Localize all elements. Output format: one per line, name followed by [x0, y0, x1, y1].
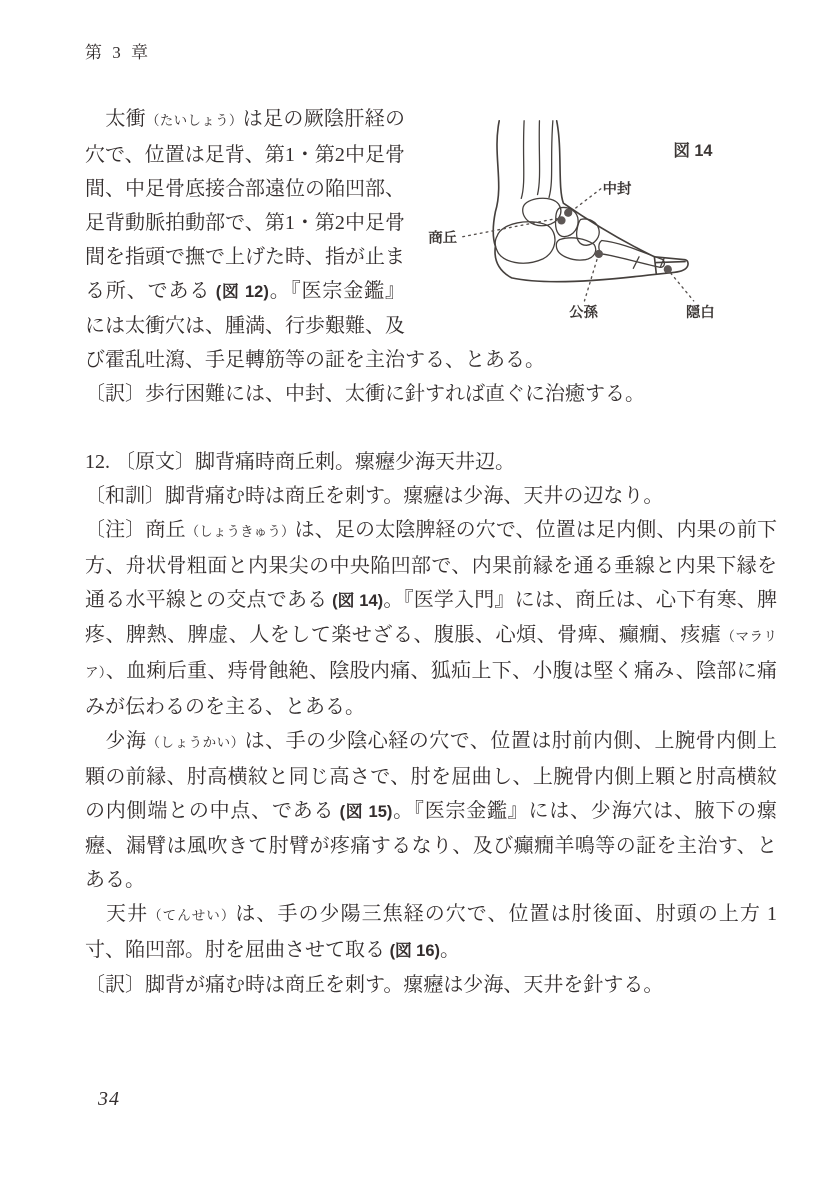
body-text-flow — [85, 102, 777, 1002]
text-run: （てんせい） — [148, 908, 236, 923]
leader-chubu — [572, 189, 601, 211]
point-inpaku-dot — [664, 265, 672, 273]
text-run: は、手の少陽三焦経の穴で、位置は肘後面、肘頭の上方 1 寸、陥凹部。肘を屈曲させて取る — [85, 903, 778, 961]
leader-inpaku — [671, 273, 694, 301]
text-run: は足の厥陰肝経の穴で、位置は足背、第1・第2中足骨間、中足骨底接合部遠位の陥凹部、足背動脈拍動部で、第1・第2中足骨間を指頭で撫で上げた時、指が止まる所、である — [85, 108, 406, 302]
fibula-line — [538, 121, 540, 195]
text-run: （たいしょう） — [145, 113, 243, 128]
text-run: (図 14) — [327, 592, 384, 610]
text-run: 。『医宗金鑑』には太衝穴は、腫満、行歩艱難、及び霍乱吐瀉、手足轉筋等の証を主治する、とある。 — [85, 280, 545, 371]
text-run: 。『医学入門』には、商丘は、心下有寒、脾疼、脾熱、脾虚、人をして楽せざる、腹脹、心煩、骨痺、癲癇、痎瘧 — [85, 589, 778, 646]
foot-skeleton-diagram — [413, 100, 777, 337]
text-run: 〔訳〕歩行困難には、中封、太衝に針すれば直ぐに治癒する。 — [85, 383, 645, 405]
figure-14 — [413, 100, 777, 337]
tibia-front-edge — [549, 121, 553, 198]
chapter-header: 第 3 章 — [85, 43, 151, 62]
translation-line-11 — [85, 377, 777, 411]
leader-shokyu — [463, 219, 557, 237]
point-shokyu-dot — [557, 216, 565, 224]
text-run: は、足の太陰脾経の穴で、位置は足内側、内果の前下方、舟状骨粗面と内果尖の中央陥凹部で、内果前縁を通る垂線と内果下縁を通る水平線との交点である — [85, 519, 778, 611]
text-run: 少海 — [85, 730, 147, 752]
text-run: 〔訳〕脚背が痛む時は商丘を刺す。瘰癧は少海、天井を針する。 — [85, 974, 664, 996]
cuboid-bone — [556, 238, 595, 260]
text-run: （しょうかい） — [146, 735, 245, 750]
section-12-note-tensei — [85, 897, 777, 968]
section-12-translation — [85, 968, 777, 1002]
section-12-wakun — [85, 479, 777, 513]
text-run: 。 — [440, 939, 461, 961]
text-run: 。『医宗金鑑』には、少海穴は、腋下の瘰癧、漏臂は風吹きて肘臂が疼痛するなり、及び癲癇羊鳴等の証を主治す、とある。 — [85, 800, 778, 891]
text-run: 、血痢后重、痔骨蝕絶、陰股内痛、狐疝上下、小腹は堅く痛み、陰部に痛みが伝わるのを主る、とある。 — [85, 660, 778, 718]
text-run: 太衝 — [85, 108, 146, 130]
label-chubu: 中封 — [602, 181, 632, 198]
text-run: は、手の少陰心経の穴で、位置は肘前内側、上腕骨内側上顆の前縁、肘高横紋と同じ高さで、肘を屈曲し、上腕骨内側上顆と肘高横紋の内側端との中点、である — [85, 730, 778, 822]
text-run: 天井 — [85, 903, 149, 925]
figure-caption: 図 14 — [673, 142, 713, 161]
text-run: 〔和訓〕脚背痛む時は商丘を刺す。瘰癧は少海、天井の辺なり。 — [85, 485, 664, 507]
section-12-note-shokai — [85, 724, 777, 897]
text-run: （マラリア） — [85, 629, 778, 680]
point-koson-dot — [595, 250, 603, 258]
text-run: (図 12) — [210, 283, 269, 301]
page-number: 34 — [98, 1088, 120, 1110]
label-inpaku: 隠白 — [686, 305, 715, 322]
section-12-note-shokyu — [85, 513, 777, 724]
text-run: (図 15) — [334, 803, 393, 821]
label-shokyu: 商丘 — [428, 230, 458, 247]
text-run: （しょうきゅう） — [185, 524, 295, 539]
text-run: 〔注〕商丘 — [85, 519, 186, 541]
text-run: (図 16) — [385, 942, 441, 960]
calcaneus-bone — [495, 222, 555, 263]
tibia-back-edge — [521, 121, 524, 199]
point-chubu-dot — [564, 209, 572, 217]
label-koson: 公孫 — [569, 305, 598, 322]
text-run: 12. 〔原文〕脚背痛時商丘刺。瘰癧少海天井辺。 — [85, 451, 515, 473]
section-12-original — [85, 445, 777, 479]
